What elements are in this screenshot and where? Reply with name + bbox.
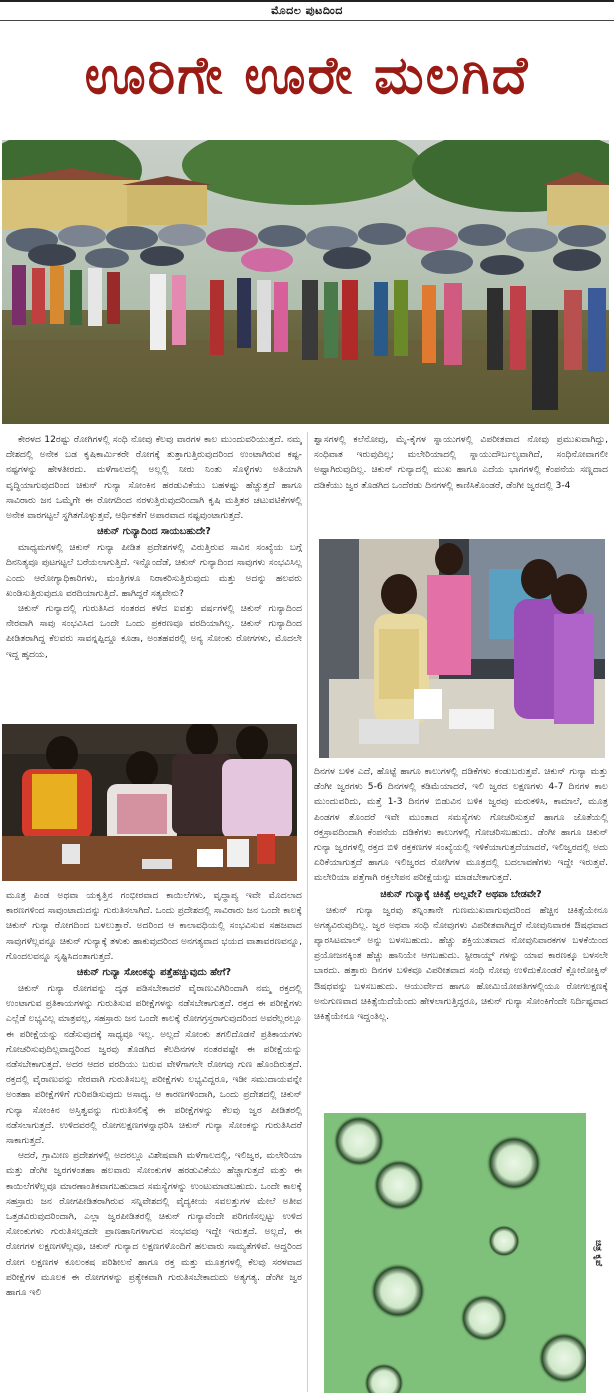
header-top-rule: [0, 0, 614, 2]
paragraph: ಆದರೆ, ಗ್ರಾಮೀಣ ಪ್ರದೇಶಗಳಲ್ಲಿ ಅದರಲ್ಲೂ ವಿಶೇಷವಾಗಿ ಮಳೆಗಾಲದಲ್ಲಿ, ಇಲಿಜ್ವರ, ಮಲೇರಿಯಾ ಮತ್ತು ಡೆಂಗೀ ಜ್ವರಗಳಂತಹಾ ಹಲವಾರು ಸೋಂಕುಗಳ ಹರಡುವಿಕೆಯು ಹೆಚ್ಚಾಗುತ್ತದೆ ಮತ್ತು ಈ ಕಾಯಿಲೆಗಳೆಲ್ಲವೂ ಮಾರಣಾಂತಿಕವಾಗಬಹುದಾದ ಸಮಸ್ಯೆಗಳನ್ನು ಉಂಟುಮಾಡಬಹುದು. ಒಂದೇ ಕಾಲಕ್ಕೆ ಸಹಸ್ರಾರು ಜನ ರೋಗಪೀಡಿತರಾಗಿರುವ ಸನ್ನಿವೇಶದಲ್ಲಿ ವೈದ್ಯಕೀಯ ಸವಲತ್ತುಗಳ ಮೇಲೆ ಅತೀವ ಒತ್ತಡವಿರುವುದರಿಂದಾಗಿ, ಎಲ್ಲಾ ಜ್ವರಪೀಡಿತರಲ್ಲಿ ಚಿಕುನ್ ಗುನ್ಯಾವೆಂದೇ ಪರಿಗಣಿಸಲ್ಪಟ್ಟು ಉಳಿದ ಸೋಂಕುಗಳು ಗುರುತಿಸಲ್ಪಡದೇ ಪ್ರಾಣಹಾನಿಗಳಾಗುವ ಸಂಭವವು ಇದ್ದೇ ಇರುತ್ತದೆ. ಅಲ್ಲದೆ, ಈ ರೋಗಗಳ ಲಕ್ಷಣಗಳೆಲ್ಲವೂ, ಚಿಕುನ್ ಗುನ್ಯಾದ ಲಕ್ಷಣಗಳೊಂದಿಗೆ ಹಲವಾರು ಸಾಮ್ಯತೆಗಳಿವೆ. ಆದ್ದರಿಂದ ರೋಗ ಲಕ್ಷಣಗಳ ಕೂಲಂಕಷ ಪರಿಶೀಲನೆ ಹಾಗೂ ರಕ್ತ ಮತ್ತು ಮೂತ್ರಗಳಲ್ಲಿ ಕೆಲವು ಸರಳವಾದ ಪರೀಕ್ಷೆಗಳ ಮೂಲಕ ಈ ರೋಗಗಳನ್ನು ಪ್ರತ್ಯೇಕವಾಗಿ ಗುರುತಿಸಬೇಕಾದುದು ಅತ್ಯಗತ್ಯ. ಡೆಂಗೀ ಜ್ವರ ಹಾಗೂ ಇಲಿ: [6, 1150, 302, 1299]
article-column-left-top: [6, 432, 302, 717]
column-divider: [307, 432, 308, 1392]
paragraph: ಕೇರಳದ 12ರಷ್ಟು ರೋಗಿಗಳಲ್ಲಿ ಸಂಧಿ ನೋವು ಕೆಲವು ವಾರಗಳ ಕಾಲ ಮುಂದುವರಿಯುತ್ತದೆ. ನಮ್ಮ ದೇಶದಲ್ಲಿ ಅನೇಕ ಬಡ ಕೃಷಿಕಾರ್ಮಿಕರೇ ರೋಗಕ್ಕೆ ತುತ್ತಾಗುತ್ತಿರುವುದರಿಂದ ಉಂಟಾಗಿರುವ ಕಷ್ಟ-ನಷ್ಟಗಳನ್ನು ಹೇಳತೀರದು. ಮಳೆಗಾಲದಲ್ಲಿ ಅಲ್ಲಲ್ಲಿ ನೀರು ನಿಂತು ಸೊಳ್ಳೆಗಳು ಅತಿಯಾಗಿ ವೃದ್ಧಿಯಾಗುವುದರಿಂದ ಚಿಕುನ್ ಗುನ್ಯಾ ಸೋಂಕಿನ ಹರಡುವಿಕೆಯು ಬಹಳಷ್ಟು ಹೆಚ್ಚುತ್ತದೆ ಹಾಗೂ ಸಾವಿರಾರು ಜನ ಒಮ್ಮೆಗೇ ಈ ರೋಗದಿಂದ ನರಳುತ್ತಿರುವುದರಿಂದಾಗಿ ಕೃಷಿ ಮತ್ತಿತರ ಚಟುವಟಿಕೆಗಳಲ್ಲಿ ಅನೇಕ ವಾರಗಟ್ಟಲೆ ಸ್ಥಗಿತಗೊಳ್ಳುತ್ತವೆ, ಆರ್ಥಿಕತೆಗೆ ಅಪಾರವಾದ ನಷ್ಟವುಂಟಾಗುತ್ತದೆ.: [6, 434, 302, 522]
lab-photo: [2, 724, 297, 881]
clinic-photo: [319, 539, 605, 758]
photo-credit: ಚಿತ್ರ ಕೃಪೆ: [593, 1240, 603, 1267]
main-queue-photo: [2, 140, 609, 424]
paragraph: ಚಿಕುನ್ ಗುನ್ಯಾ ರೋಗವನ್ನು ದೃಢ ಪಡಿಸಬೇಕಾದರೆ ವೈರಾಣುವಿಗಿರಿಂದಾಗಿ ನಮ್ಮ ರಕ್ತದಲ್ಲಿ ಉಂಟಾಗುವ ಪ್ರತಿಕಾಯಗಳನ್ನು ಗುರುತಿಸುವ ಪರೀಕ್ಷೆಗಳನ್ನು ನಡೆಸಬೇಕಾಗುತ್ತದೆ. ರಕ್ತದ ಈ ಪರೀಕ್ಷೆಗಳು ಎಲ್ಲೆಡೆ ಲಭ್ಯವಿಲ್ಲ ಮಾತ್ರವಲ್ಲ, ಸಹಸ್ರಾರು ಜನ ಒಂದೇ ಕಾಲಕ್ಕೆ ರೋಗಗ್ರಸ್ತರಾಗುವುದರಿಂದ ಅವರೆಲ್ಲರಲ್ಲೂ ಈ ಪರೀಕ್ಷೆಯನ್ನು ನಡೆಸುವುದಕ್ಕೆ ಸಾಧ್ಯವೂ ಇಲ್ಲ. ಅಲ್ಲದೆ ಸೋಂಕು ತಗಲಿದೊಡನೆ ಪ್ರತಿಕಾಯಗಳು ಗೋಚರಿಸುವುದಿಲ್ಲವಾದ್ದರಿಂದ ಜ್ವರವು ತೊಡಗಿದ ಕೆಲದಿನಗಳ ನಂತರವಷ್ಟೇ ಈ ಪರೀಕ್ಷೆಯನ್ನು ನಡೆಸಬೇಕಾಗುತ್ತದೆ. ಅದರ ಆದರ ವರದಿಯು ಬರುವ ವೇಳೆಗಾಗಲೇ ರೋಗವು ಗುಣ ಹೊಂದಿರುತ್ತದೆ. ರಕ್ತದಲ್ಲಿ ವೈರಾಣುವನ್ನು ನೇರವಾಗಿ ಗುರುತಿಸಬಲ್ಲ ಪರೀಕ್ಷೆಗಳು ಲಭ್ಯವಿದ್ದರೂ, ಇಡೀ ಸಮುದಾಯವನ್ನೇ ಅಂತಹಾ ಪರೀಕ್ಷೆಗಳಿಗೆ ಗುರಿಪಡಿಸುವುದು ಅಸಾಧ್ಯ. ಆ ಕಾರಣಗಳಿಂದಾಗಿ, ಒಂದು ಪ್ರದೇಶದಲ್ಲಿ ಚಿಕುನ್ ಗುನ್ಯಾ ಸೋಂಕಿನ ಅಸ್ತಿತ್ವವನ್ನು ಗುರುತಿಸಲಿಕ್ಕೆ ಈ ಪರೀಕ್ಷೆಗಳನ್ನು ಕೆಲವು ಜ್ವರ ಪೀಡಿತರಲ್ಲಿ ನಡೆಸಲಾಗುತ್ತದೆ. ಉಳಿದವರಲ್ಲಿ ರೋಗಲಕ್ಷಣಗಳನ್ನಾಧರಿಸಿ ಚಿಕುನ್ ಗುನ್ಯಾ ಸೋಂಕನ್ನು ಗುರುತಿಸಿದರೆ ಸಾಕಾಗುತ್ತದೆ.: [6, 983, 302, 1147]
virus-micrograph: [324, 1113, 586, 1393]
headline: ಊರಿಗೇ ಊರೇ ಮಲಗಿದೆ: [84, 45, 530, 106]
article-column-right-top: [314, 432, 608, 528]
header-bottom-rule: [0, 20, 614, 21]
paragraph: ಮಾಧ್ಯಮಗಳಲ್ಲಿ ಚಿಕುನ್ ಗುನ್ಯಾ ಪೀಡಿತ ಪ್ರದೇಶಗಳಲ್ಲಿ ವಿರುತ್ತಿರುವ ಸಾವಿನ ಸಂಖ್ಯೆಯ ಬಗ್ಗೆ ದಿನನಿತ್ಯವೂ ಪುಟಗಟ್ಟಲೆ ಬರೆಯಲಾಗುತ್ತಿದೆ. ಇನ್ನೊಂದೆಡೆ, ಚಿಕುನ್ ಗುನ್ಯಾದಿಂದ ಸಾವುಗಳು ಸಂಭವಿಸಿಲ್ಲ ಎಂದು ಆರೋಗ್ಯಾಧಿಕಾರಿಗಳು, ಮಂತ್ರಿಗಳೂ ನಿರಾಕರಿಸುತ್ತಿರುವುದು ಮತ್ತು ಅದನ್ನು ಹಲವರು ಖಂಡಿಸುತ್ತಿರುವುದೂ ವರದಿಯಾಗುತ್ತಿದೆ. ಹಾಗಿದ್ದರೆ ಸತ್ಯವೇನು?: [6, 542, 302, 599]
virus-particle: [486, 1135, 542, 1191]
virus-particle: [370, 1263, 426, 1319]
paragraph: ಚಿಕುನ್ ಗುನ್ಯಾದಲ್ಲಿ ಗುರುತಿಸಿದ ನಂತರದ ಕಳೆದ ಐವತ್ತು ವರ್ಷಗಳಲ್ಲಿ ಚಿಕುನ್ ಗುನ್ಯಾದಿಂದ ನೇರವಾಗಿ ಸಾವು ಸಂಭವಿಸಿದ ಒಂದೇ ಒಂದು ಪ್ರಕರಣವೂ ವರದಿಯಾಗಿಲ್ಲ. ಚಿಕುನ್ ಗುನ್ಯಾದಿಂದ ಪೀಡಿತರಾಗಿದ್ದ ಕೆಲವರು ಸಾವನ್ನಪ್ಪಿದ್ದೂ ಕೂಡಾ, ಅಂತಹವರಲ್ಲಿ ಅನ್ಯ ಸೋಂಕು ರೋಗಗಳು, ಮೊದಲೇ ಇದ್ದ ಹೃದಯ,: [6, 603, 302, 660]
paragraph: ಚಿಕುನ್ ಗುನ್ಯಾ ಜ್ವರವು ತನ್ನಿಂತಾನೇ ಗುಣಮುಖವಾಗುವುದರಿಂದ ಹೆಚ್ಚಿನ ಚಿಕಿತ್ಸೆಯೇನೂ ಅಗತ್ಯವಿರುವುದಿಲ್ಲ. ಜ್ವರ ಅಥವಾ ಸಂಧಿ ನೋವುಗಳು ವಿಪರೀತವಾಗಿದ್ದರೆ ನೋವುನಿವಾರಕ ಔಷಧವಾದ ಪ್ಯಾರಸಿಟಮಾಲ್ ಅನ್ನು ಬಳಸಬಹುದು. ಹೆಚ್ಚು ಶಕ್ತಿಯುತವಾದ ನೋವುನಿವಾರಕಗಳ ಬಳಕೆಯಿಂದ ಪ್ರಯೋಜನಕ್ಕಿಂತ ಹೆಚ್ಚು ಹಾನಿಯೇ ಆಗಬಹುದು. ಸ್ಟೀರಾಯ್ಡ್ ಗಳನ್ನು ಯಾವ ಕಾರಣಕ್ಕೂ ಬಳಸಲೇ ಬಾರದು. ಹತ್ತಾರು ದಿನಗಳ ಬಳಿಕವೂ ವಿಪರೀತವಾದ ಸಂಧಿ ನೋವು ಉಳಿದುಕೊಂಡರೆ ಕ್ಲೋರೋಕ್ವಿನ್ ಔಷಧವನ್ನು ಬಳಸಬಹುದು. ಆಯುರ್ವೇದ ಹಾಗೂ ಹೋಮಿಯೋಪತಿಗಳಲ್ಲಿಯೂ ರೋಗಲಕ್ಷಣಕ್ಕೆ ಅನುಗುಣವಾದ ಚಿಕಿತ್ಸೆಯಿದೆಯೆಂದು ಹೇಳಲಾಗುತ್ತಿದ್ದರೂ, ಚಿಕುನ್ ಗುನ್ಯಾ ಸೋಂಕಿಗೆಂದೇ ನಿರ್ದಿಷ್ಟವಾದ ಚಿಕಿತ್ಸೆಯೇನೂ ಇದ್ದಂತಿಲ್ಲ.: [314, 904, 608, 1023]
virus-particle: [373, 1159, 425, 1211]
paragraph: ದಿನಗಳ ಬಳಿಕ ಎದೆ, ಹೊಟ್ಟೆ ಹಾಗೂ ಕಾಲುಗಳಲ್ಲಿ ದಡಿಕೆಗಳು ಕಂಡುಬರುತ್ತವೆ. ಚಿಕುನ್ ಗುನ್ಯಾ ಮತ್ತು ಡೆಂಗೀ ಜ್ವರಗಳು 5-6 ದಿನಗಳಲ್ಲಿ ಕಡಿಮೆಯಾದರೆ, ಇಲಿ ಜ್ವರದ ಲಕ್ಷಣಗಳು 4-7 ದಿನಗಳ ಕಾಲ ಮುಂದುವರಿದು, ಮತ್ತೆ 1-3 ದಿನಗಳ ಬಿಡುವಿನ ಬಳಿಕ ಜ್ವರವು ಮರುಕಳಿಸಿ, ಕಾಮಾಲೆ, ಮೂತ್ರ ಪಿಂಡಗಳ ತೊಂದರೆ ಇವೇ ಮುಂತಾದ ಸಮಸ್ಯೆಗಳು ಗೋಚರಿಸುತ್ತವೆ ಹಾಗೂ ಜೊತೆಯಲ್ಲಿ ರಕ್ತಸ್ರಾವದಿಂದಾಗಿ ಕೆಂಪನೆಯ ದಡಿಕೆಗಳು ಕಾಲುಗಳಲ್ಲಿ ಗೋಚರಿಸಬಹುದು. ಡೆಂಗೀ ಹಾಗೂ ಚಿಕುನ್ ಗುನ್ಯಾ ಜ್ವರಗಳಲ್ಲಿ ರಕ್ತದ ಬಿಳಿ ರಕ್ತಕಣಗಳ ಸಂಖ್ಯೆಯಲ್ಲಿ ಇಳಿಕೆಯಾಗುತ್ತದೆಯಾದರೆ, ಇಲಿಜ್ವರದಲ್ಲಿ ಅದು ಏರಿಕೆಯಾಗುತ್ತದೆ ಹಾಗೂ ಇಲಿಜ್ವರದ ರೋಗಿಗಳ ಮೂತ್ರದಲ್ಲಿ ಬದಲಾವಣೆಗಳು ಇದ್ದೇ ಇರುತ್ತವೆ. ಮಲೇರಿಯಾ ಪತ್ತೆಗಾಗಿ ರಕ್ತಲೇಪನ ಪರೀಕ್ಷೆಯನ್ನು ಮಾಡಬೇಕಾಗುತ್ತದೆ.: [314, 766, 608, 884]
subheading: ಚಿಕುನ್ ಗುನ್ಯಾದಿಂದ ಸಾಯಬಹುದೇ?: [97, 526, 211, 538]
subheading: ಚಿಕುನ್ ಗುನ್ಯಾ ಸೋಂಕನ್ನು ಪತ್ತೆಹಚ್ಚುವುದು ಹೇಗೆ?: [76, 967, 232, 979]
subheading: ಚಿಕುನ್ ಗುನ್ಯಾಕ್ಕೆ ಚಿಕಿತ್ಸೆ ಅಲ್ಲವೇ? ಅಥವಾ ಬೇಡವೇ?: [380, 888, 542, 900]
paragraph: ಮೂತ್ರ ಪಿಂಡ ಅಥವಾ ಯಕೃತ್ತಿನ ಗಂಭೀರವಾದ ಕಾಯಿಲೆಗಳು, ವೃದ್ಧಾಪ್ಯ ಇವೇ ಮೊದಲಾದ ಕಾರಣಗಳಿಂದ ಸಾವುಂಟಾದುದನ್ನು ಗುರುತಿಸಲಾಗಿದೆ. ಒಂದು ಪ್ರದೇಶದಲ್ಲಿ ಸಾವಿರಾರು ಜನ ಒಂದೇ ಕಾಲಕ್ಕೆ ಚಿಕುನ್ ಗುನ್ಯಾ ರೋಗದಿಂದ ಬಳಲುತ್ತಾರೆ. ಅದರಿಂದ ಆ ಕಾಲಾವಧಿಯಲ್ಲಿ ಸಂಭವಿಸುವ ಸಹಜವಾದ ಸಾವುಗಳೆಲ್ಲವನ್ನೂ ಚಿಕುನ್ ಗುನ್ಯಾಕ್ಕೆ ತಳುಕು ಹಾಕುವುದರಿಂದ ಅನಗತ್ಯವಾದ ಭಯದ ವಾತಾವರಣವನ್ನೂ, ಗೊಂದಲವನ್ನೂ ಸೃಷ್ಟಿಸಿದಂತಾಗುತ್ತದೆ.: [6, 890, 302, 962]
article-column-right-mid: [314, 764, 608, 1104]
virus-particle: [460, 1294, 508, 1342]
article-column-left-bottom: [6, 888, 302, 1393]
virus-particle: [333, 1115, 385, 1167]
section-label: ಮೊದಲ ಪುಟದಿಂದ: [271, 4, 343, 17]
paragraph: ಶ್ವಾಸಗಳಲ್ಲಿ ಕಲೆನೋವು, ಮೈ-ಕೈಗಳ ಸ್ನಾಯುಗಳಲ್ಲಿ ವಿಪರೀತವಾದ ನೋವು ಪ್ರಮುಖವಾಗಿದ್ದು, ಸಂಧಿವಾತ ಇರುವುದಿಲ್ಲ; ಮಲೇರಿಯಾದಲ್ಲಿ ಸ್ನಾಯುದೌರ್ಬಲ್ಯವಾಗಿದೆ, ಸಂಧಿನೋವಾಗಲೀ ಅಷ್ಟಾಗಿರುವುದಿಲ್ಲ. ಚಿಕುನ್ ಗುನ್ಯಾದಲ್ಲಿ ಮುಖ ಹಾಗೂ ಎದೆಯ ಭಾಗಗಳಲ್ಲಿ ಕೆಂಪನೆಯ ಸಣ್ಣದಾದ ದಡಿಕೆಯು ಜ್ವರ ತೊಡಗಿದ ಒಂದೆರಡು ದಿನಗಳಲ್ಲಿ ಕಾಣಿಸಿಕೊಂಡರೆ, ಡೆಂಗೀ ಜ್ವರದಲ್ಲಿ 3-4: [314, 434, 608, 491]
virus-particle: [488, 1225, 520, 1257]
